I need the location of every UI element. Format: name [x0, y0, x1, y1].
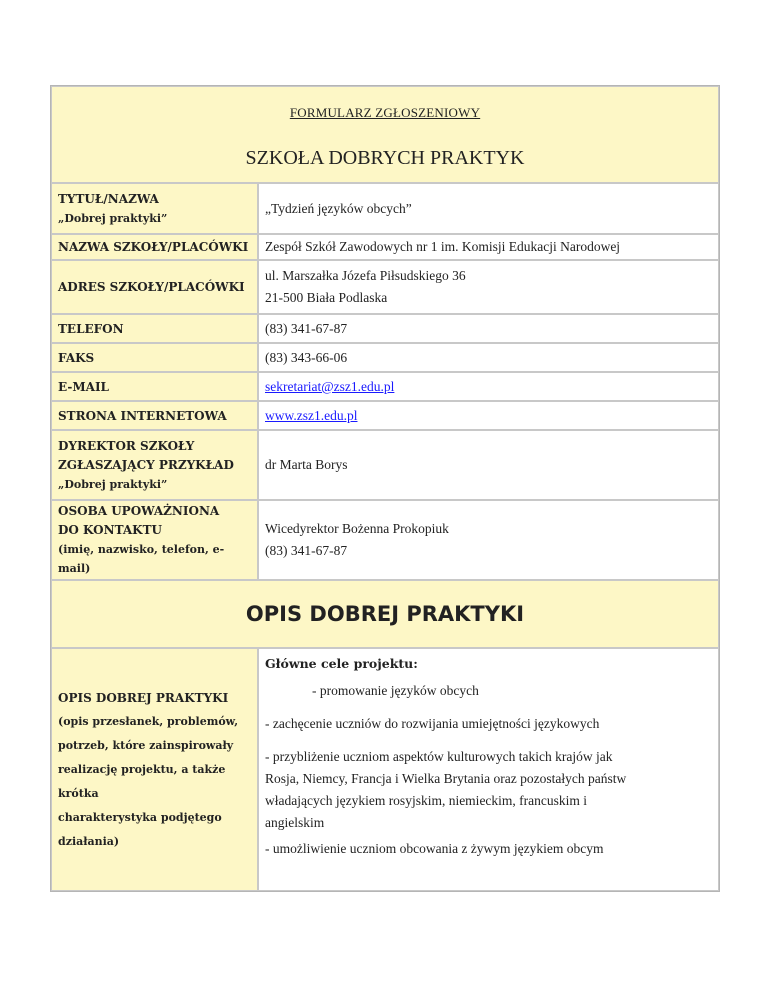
application-form-table	[50, 85, 720, 892]
osoba-label-line2: DO KONTAKTU	[58, 523, 162, 537]
email-label: E-MAIL	[51, 372, 258, 401]
email-link[interactable]: sekretariat@zsz1.edu.pl	[265, 378, 395, 394]
tytul-label-line1: TYTUŁ/NAZWA	[58, 191, 159, 206]
opis-label-line4: realizację projektu, a także krótka	[58, 762, 226, 800]
goal-item-continued: władających językiem rosyjskim, niemieckim, francuskim i	[265, 793, 588, 808]
tytul-value: „Tydzień języków obcych”	[258, 183, 719, 234]
website-link[interactable]: www.zsz1.edu.pl	[265, 407, 358, 423]
faks-value: (83) 343-66-06	[258, 343, 719, 372]
osoba-value	[258, 500, 719, 580]
goal-item-continued: angielskim	[265, 815, 325, 830]
form-title: FORMULARZ ZGŁOSZENIOWY	[289, 105, 481, 120]
tytul-label	[51, 183, 258, 234]
dyrektor-label	[51, 430, 258, 500]
szkola-value: Zespół Szkół Zawodowych nr 1 im. Komisji Edukacji Narodowej	[258, 234, 719, 260]
szkola-label: NAZWA SZKOŁY/PLACÓWKI	[51, 234, 258, 260]
page-title: SZKOŁA DOBRYCH PRAKTYK	[245, 147, 525, 169]
goal-item: - przybliżenie uczniom aspektów kulturowych takich krajów jak	[265, 749, 613, 764]
opis-label-line1: OPIS DOBREJ PRAKTYKI	[58, 690, 229, 705]
adres-label: ADRES SZKOŁY/PLACÓWKI	[51, 260, 258, 314]
adres-line2: 21-500 Biała Podlaska	[265, 290, 388, 305]
osoba-name: Wicedyrektor Bożenna Prokopiuk	[265, 521, 449, 536]
email-cell	[258, 372, 719, 401]
opis-label-line5: charakterystyka podjętego	[58, 810, 222, 824]
dyrektor-label-line3: „Dobrej praktyki”	[58, 477, 168, 491]
osoba-label	[51, 500, 258, 580]
goal-item: - umożliwienie uczniom obcowania z żywym językiem obcym	[265, 841, 604, 856]
section-title: OPIS DOBREJ PRAKTYKI	[51, 580, 719, 648]
adres-value	[258, 260, 719, 314]
faks-label: FAKS	[51, 343, 258, 372]
tytul-label-line2: „Dobrej praktyki”	[58, 211, 168, 225]
goal-item-continued: Rosja, Niemcy, Francja i Wielka Brytania oraz pozostałych państw	[265, 771, 627, 786]
osoba-phone: (83) 341-67-87	[265, 543, 348, 558]
www-cell	[258, 401, 719, 430]
opis-label-line3: potrzeb, które zainspirowały	[58, 738, 234, 752]
osoba-label-line3: (imię, nazwisko, telefon, e-mail)	[58, 543, 225, 575]
form-page	[50, 85, 718, 892]
opis-label-line2: (opis przesłanek, problemów,	[58, 714, 239, 728]
opis-content	[258, 648, 719, 891]
goal-item: - promowanie języków obcych	[312, 683, 479, 698]
goals-heading: Główne cele projektu:	[265, 656, 418, 671]
adres-line1: ul. Marszałka Józefa Piłsudskiego 36	[265, 268, 466, 283]
dyrektor-value: dr Marta Borys	[258, 430, 719, 500]
goal-item: - zachęcenie uczniów do rozwijania umiejętności językowych	[265, 716, 600, 731]
opis-label-line6: działania)	[58, 834, 120, 848]
dyrektor-label-line2: ZGŁASZAJĄCY PRZYKŁAD	[58, 457, 234, 472]
telefon-value: (83) 341-67-87	[258, 314, 719, 343]
www-label: STRONA INTERNETOWA	[51, 401, 258, 430]
opis-label	[51, 648, 258, 891]
osoba-label-line1: OSOBA UPOWAŻNIONA	[58, 504, 220, 518]
dyrektor-label-line1: DYREKTOR SZKOŁY	[58, 438, 195, 453]
telefon-label: TELEFON	[51, 314, 258, 343]
form-header	[51, 86, 719, 183]
